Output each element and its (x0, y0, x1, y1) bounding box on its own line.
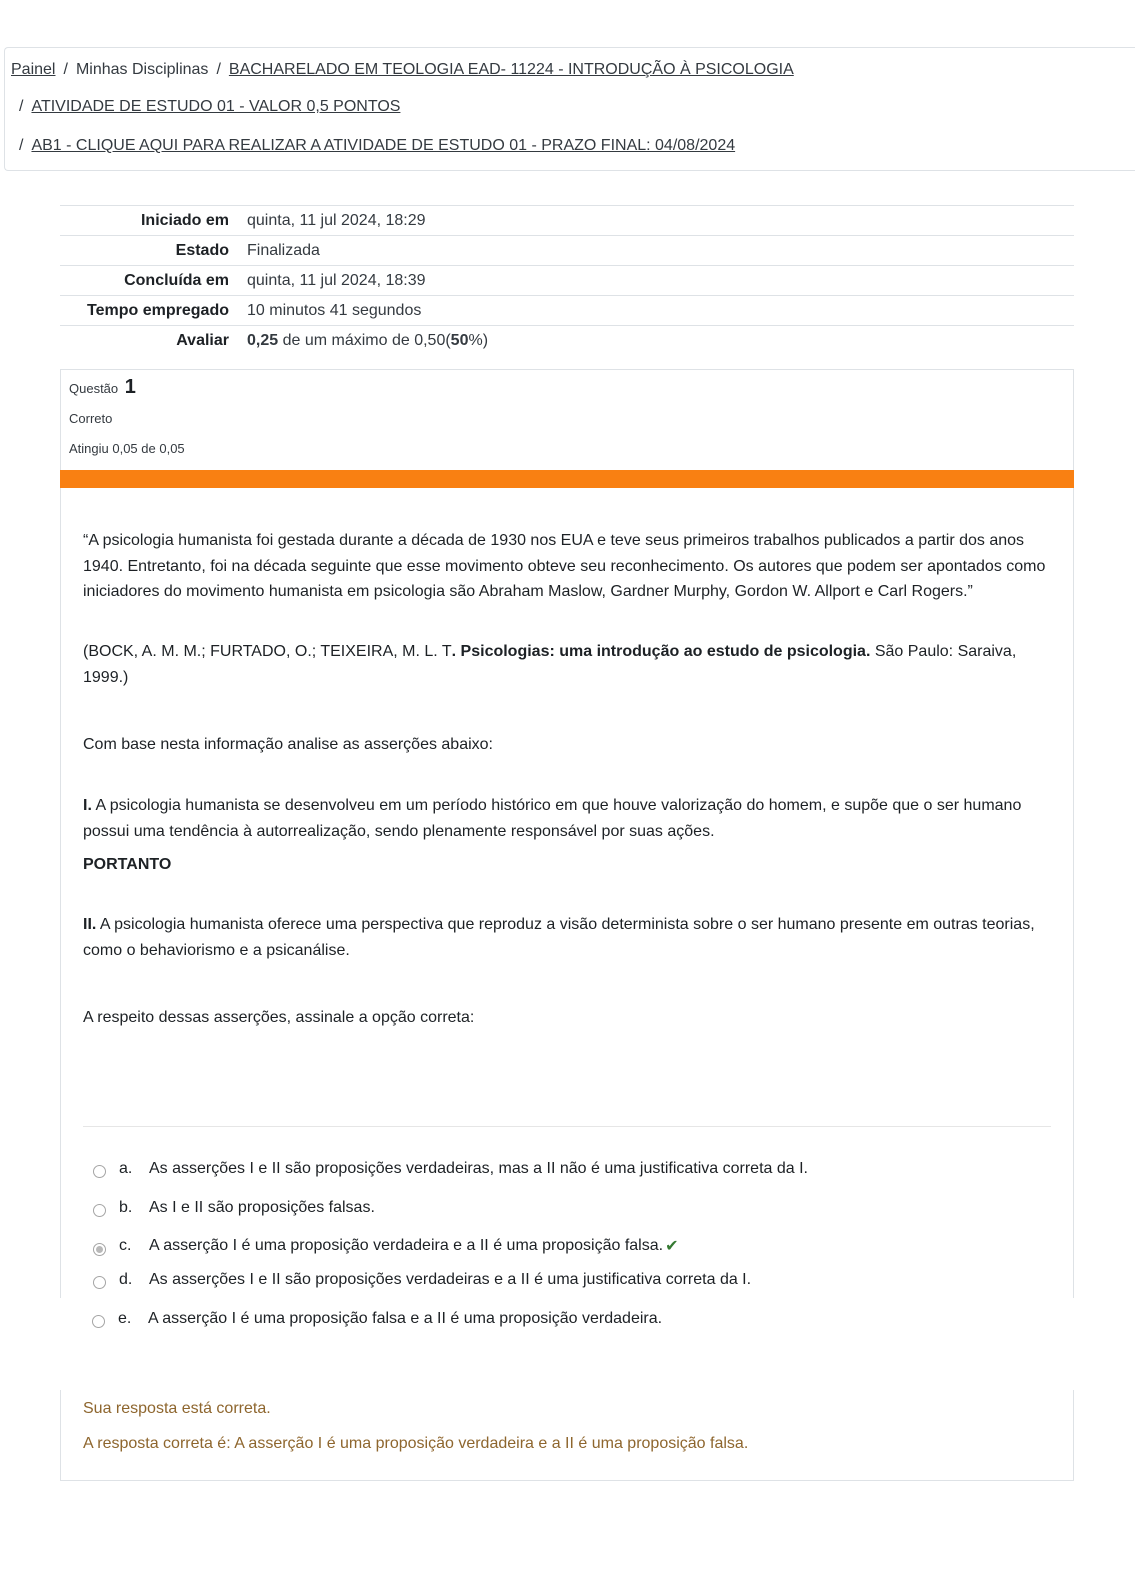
assertion-2-text: A psicologia humanista oferece uma perspectiva que reproduz a visão determinista sobre o ser humano presente em outras teorias, como o behaviorismo e a psicanálise. (83, 916, 1035, 959)
correct-check-icon: ✔ (665, 1238, 679, 1255)
attempt-summary-table (60, 205, 1074, 355)
summary-row-started (60, 206, 1074, 236)
answer-option-e[interactable] (92, 1309, 662, 1328)
question-intro: Com base nesta informação analise as asserções abaixo: (83, 736, 493, 753)
completed-label: Concluída em (60, 266, 239, 296)
radio-button[interactable] (93, 1204, 106, 1217)
divider (83, 1126, 1051, 1127)
breadcrumb-separator: / (63, 61, 68, 78)
breadcrumb-line-2 (19, 98, 400, 116)
question-number-value: 1 (124, 376, 136, 398)
question-reference (83, 639, 1053, 690)
reference-title: . Psicologias: uma introdução ao estudo de psicologia. (451, 643, 871, 660)
assertion-1 (83, 793, 1053, 844)
breadcrumb-line-1 (11, 61, 794, 79)
option-text: As asserções I e II são proposições verdadeiras e a II é uma justificativa correta da I. (149, 1270, 752, 1288)
started-label: Iniciado em (60, 206, 239, 236)
breadcrumb-painel-link[interactable]: Painel (11, 61, 56, 78)
summary-row-state (60, 236, 1074, 266)
reference-authors: (BOCK, A. M. M.; FURTADO, O.; TEIXEIRA, M. L. T (83, 643, 452, 660)
grade-mid: de um máximo de 0,50( (278, 331, 451, 349)
radio-button[interactable] (93, 1276, 106, 1289)
breadcrumb (4, 47, 1135, 171)
answer-option-c[interactable] (93, 1236, 678, 1256)
feedback-result: Sua resposta está correta. (83, 1400, 271, 1417)
summary-row-grade (60, 326, 1074, 356)
breadcrumb-separator: / (19, 137, 24, 154)
question-grade: Atingiu 0,05 de 0,05 (69, 441, 185, 456)
option-letter: c. (119, 1237, 132, 1254)
time-label: Tempo empregado (60, 296, 239, 326)
breadcrumb-separator: / (216, 61, 221, 78)
question-prompt: A respeito dessas asserções, assinale a opção correta: (83, 1009, 475, 1026)
assertion-1-number: I. (83, 797, 92, 814)
feedback-correct-answer: A resposta correta é: A asserção I é uma proposição verdadeira e a II é uma proposição falsa. (83, 1435, 749, 1452)
breadcrumb-disciplinas: Minhas Disciplinas (75, 61, 209, 78)
summary-row-completed (60, 266, 1074, 296)
option-text: A asserção I é uma proposição verdadeira e a II é uma proposição falsa. (149, 1237, 664, 1254)
portanto-label: PORTANTO (83, 856, 172, 873)
breadcrumb-separator: / (19, 98, 24, 115)
grade-value (239, 326, 1074, 356)
grade-label: Avaliar (60, 326, 239, 356)
reference-publisher: São Paulo: Saraiva, 1999.) (83, 643, 1017, 686)
assertion-1-text: A psicologia humanista se desenvolveu em um período histórico em que houve valorização do homem, e supõe que o ser humano possui uma tendência à autorrealização, sendo plenamente responsável por suas ações. (83, 797, 1022, 840)
question-info (60, 369, 1074, 471)
option-letter: d. (119, 1270, 133, 1288)
state-value: Finalizada (239, 236, 1074, 266)
breadcrumb-line-3 (19, 137, 735, 155)
answer-option-a[interactable] (93, 1159, 808, 1178)
breadcrumb-quiz-link[interactable]: AB1 - CLIQUE AQUI PARA REALIZAR A ATIVIDADE DE ESTUDO 01 - PRAZO FINAL: 04/08/2024 (31, 137, 736, 154)
assertion-2 (83, 912, 1053, 963)
grade-end: %) (468, 331, 489, 349)
option-letter: e. (118, 1309, 132, 1327)
radio-button[interactable] (93, 1165, 106, 1178)
radio-button-selected[interactable] (93, 1243, 106, 1256)
started-value: quinta, 11 jul 2024, 18:29 (239, 206, 1074, 236)
question-number (69, 376, 136, 399)
option-letter: a. (119, 1159, 133, 1177)
answer-option-d[interactable] (93, 1270, 751, 1289)
question-state: Correto (69, 411, 113, 426)
question-header-bar (60, 470, 1074, 488)
state-label: Estado (60, 236, 239, 266)
question-feedback (60, 1390, 1074, 1481)
grade-score: 0,25 (247, 331, 279, 349)
assertion-2-number: II. (83, 916, 97, 933)
question-quote: “A psicologia humanista foi gestada durante a década de 1930 nos EUA e teve seus primeiros trabalhos publicados a partir dos anos 1940. Entretanto, foi na década seguinte que esse movimento obteve seu reconhecimento. Os autores que podem ser apontados como iniciadores do movimento humanista em psicologia são Abraham Maslow, Gardner Murphy, Gordon W. Allport e Carl Rogers.” (83, 532, 1046, 600)
grade-percent: 50 (450, 331, 469, 349)
option-letter: b. (119, 1198, 133, 1216)
completed-value: quinta, 11 jul 2024, 18:39 (239, 266, 1074, 296)
question-content (60, 488, 1074, 1298)
breadcrumb-activity-link[interactable]: ATIVIDADE DE ESTUDO 01 - VALOR 0,5 PONTOS (31, 98, 401, 115)
time-value: 10 minutos 41 segundos (239, 296, 1074, 326)
option-text: As asserções I e II são proposições verdadeiras, mas a II não é uma justificativa correta da I. (149, 1159, 808, 1177)
answer-option-b[interactable] (93, 1198, 375, 1217)
question-label: Questão (69, 381, 119, 396)
summary-row-time (60, 296, 1074, 326)
radio-button[interactable] (92, 1315, 105, 1328)
option-text: A asserção I é uma proposição falsa e a II é uma proposição verdadeira. (148, 1309, 663, 1327)
option-text: As I e II são proposições falsas. (149, 1198, 375, 1216)
breadcrumb-course-link[interactable]: BACHARELADO EM TEOLOGIA EAD- 11224 - INTRODUÇÃO À PSICOLOGIA (228, 61, 794, 78)
